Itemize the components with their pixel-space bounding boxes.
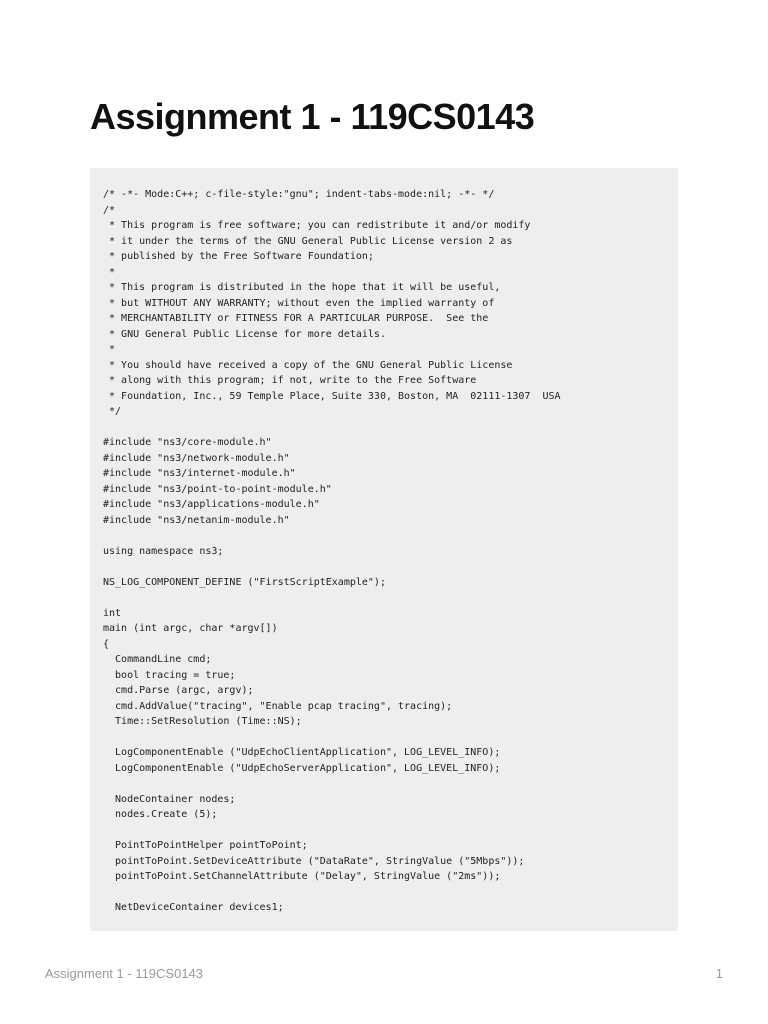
page-title: Assignment 1 - 119CS0143 bbox=[90, 96, 535, 137]
code-block bbox=[90, 168, 678, 931]
code-text: /* -*- Mode:C++; c-file-style:"gnu"; indent-tabs-mode:nil; -*- */ /* * This program is free software; you can redistribute it and/or modify * it under the terms of the GNU General Public License version 2 as * published by the Free Software Foundation; * * This program is distributed in the hope that it will be useful, * but WITHOUT ANY WARRANTY; without even the implied warranty of * MERCHANTABILITY or FITNESS FOR A PARTICULAR PURPOSE. See the * GNU General Public License for more details. * * You should have received a copy of the GNU General Public License * along with this program; if not, write to the Free Software * Foundation, Inc., 59 Temple Place, Suite 330, Boston, MA 02111-1307 USA */ #include "ns3/core-module.h" #include "ns3/network-module.h" #include "ns3/internet-module.h" #include "ns3/point-to-point-module.h" #include "ns3/applications-module.h" #include "ns3/netanim-module.h" using namespace ns3; NS_LOG_COMPONENT_DEFINE ("FirstScriptExample"); int main (int argc, char *argv[]) { CommandLine cmd; bool tracing = true; cmd.Parse (argc, argv); cmd.AddValue("tracing", "Enable pcap tracing", tracing); Time::SetResolution (Time::NS); LogComponentEnable ("UdpEchoClientApplication", LOG_LEVEL_INFO); LogComponentEnable ("UdpEchoServerApplication", LOG_LEVEL_INFO); NodeContainer nodes; nodes.Create (5); PointToPointHelper pointToPoint; pointToPoint.SetDeviceAttribute ("DataRate", StringValue ("5Mbps")); pointToPoint.SetChannelAttribute ("Delay", StringValue ("2ms")); NetDeviceContainer devices1; bbox=[103, 189, 561, 913]
footer-title: Assignment 1 - 119CS0143 bbox=[45, 966, 204, 981]
page-number: 1 bbox=[715, 966, 723, 981]
